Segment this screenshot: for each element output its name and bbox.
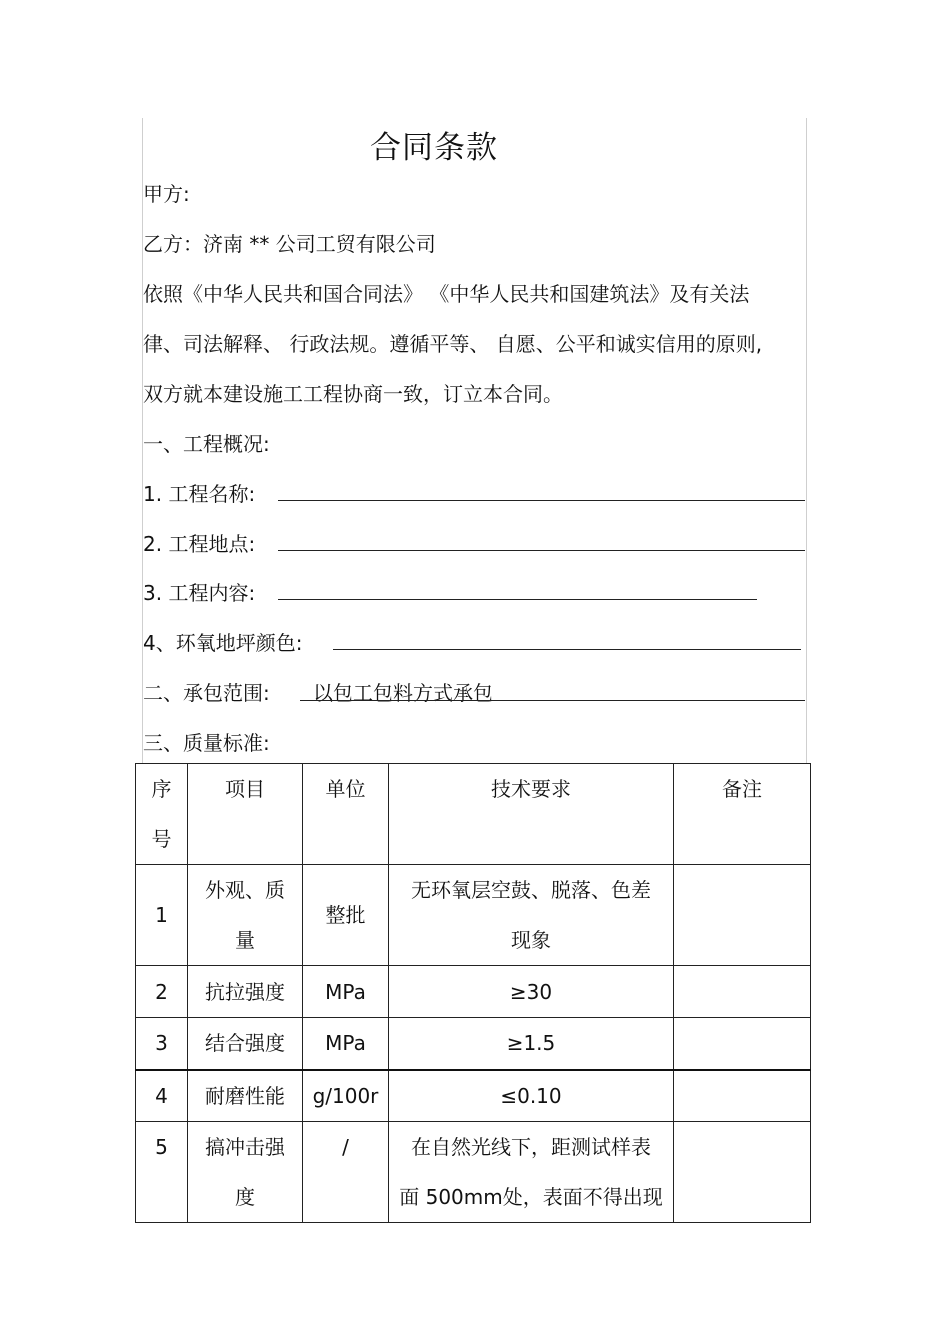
cell-unit: g/100r <box>303 1070 389 1122</box>
cell-note <box>674 966 811 1018</box>
cell-requirement: 无环氧层空鼓、脱落、色差 现象 <box>389 865 674 966</box>
cell-requirement: ≥1.5 <box>389 1018 674 1070</box>
section-2-value: 以包工包料方式承包 <box>313 681 493 705</box>
header-note: 备注 <box>674 764 811 865</box>
document-title: 合同条款 <box>370 130 498 166</box>
cell-item: 抗拉强度 <box>188 966 303 1018</box>
field-project-content-label: 3. 工程内容: <box>143 581 256 605</box>
header-item: 项目 <box>188 764 303 865</box>
party-b: 乙方：济南 ** 公司工贸有限公司 <box>143 232 436 256</box>
field-project-location-blank[interactable] <box>278 550 805 551</box>
section-3-heading: 三、质量标准: <box>143 731 270 755</box>
page-frame-right <box>806 118 807 764</box>
cell-requirement: 在自然光线下，距测试样表 面 500mm处，表面不得出现 <box>389 1122 674 1223</box>
cell-no: 4 <box>136 1070 188 1122</box>
cell-note <box>674 1070 811 1122</box>
field-project-name-label: 1. 工程名称: <box>143 482 256 506</box>
cell-requirement: ≤0.10 <box>389 1070 674 1122</box>
header-unit: 单位 <box>303 764 389 865</box>
cell-note <box>674 1018 811 1070</box>
section-2-underline <box>300 700 805 701</box>
cell-item: 外观、质 量 <box>188 865 303 966</box>
intro-line-1: 依照《中华人民共和国合同法》 《中华人民共和国建筑法》及有关法 <box>143 282 750 306</box>
section-1-heading: 一、工程概况: <box>143 432 270 456</box>
cell-no: 3 <box>136 1018 188 1070</box>
intro-line-2: 律、司法解释、 行政法规。遵循平等、 自愿、公平和诚实信用的原则, <box>143 332 763 356</box>
field-floor-color-blank[interactable] <box>333 649 801 650</box>
cell-unit: 整批 <box>303 865 389 966</box>
field-project-content-blank[interactable] <box>278 599 757 600</box>
section-2-label: 二、承包范围: <box>143 681 270 705</box>
cell-no: 1 <box>136 865 188 966</box>
cell-unit: / <box>303 1122 389 1223</box>
party-a: 甲方: <box>143 182 190 206</box>
table-row <box>136 865 811 966</box>
table-row <box>136 966 811 1018</box>
cell-item: 结合强度 <box>188 1018 303 1070</box>
table-header-row <box>136 764 811 865</box>
cell-note <box>674 1122 811 1223</box>
quality-standard-table <box>135 763 811 1223</box>
cell-no: 2 <box>136 966 188 1018</box>
cell-item: 搞冲击强 度 <box>188 1122 303 1223</box>
cell-note <box>674 865 811 966</box>
cell-no: 5 <box>136 1122 188 1223</box>
table-row <box>136 1122 811 1223</box>
table-row <box>136 1070 811 1122</box>
cell-unit: MPa <box>303 1018 389 1070</box>
cell-unit: MPa <box>303 966 389 1018</box>
field-project-location-label: 2. 工程地点: <box>143 532 256 556</box>
cell-requirement: ≥30 <box>389 966 674 1018</box>
intro-line-3: 双方就本建设施工工程协商一致，订立本合同。 <box>143 382 563 406</box>
cell-item: 耐磨性能 <box>188 1070 303 1122</box>
header-requirement: 技术要求 <box>389 764 674 865</box>
table-row <box>136 1018 811 1070</box>
field-floor-color-label: 4、环氧地坪颜色: <box>143 631 303 655</box>
field-project-name-blank[interactable] <box>278 500 805 501</box>
header-no: 序 号 <box>136 764 188 865</box>
